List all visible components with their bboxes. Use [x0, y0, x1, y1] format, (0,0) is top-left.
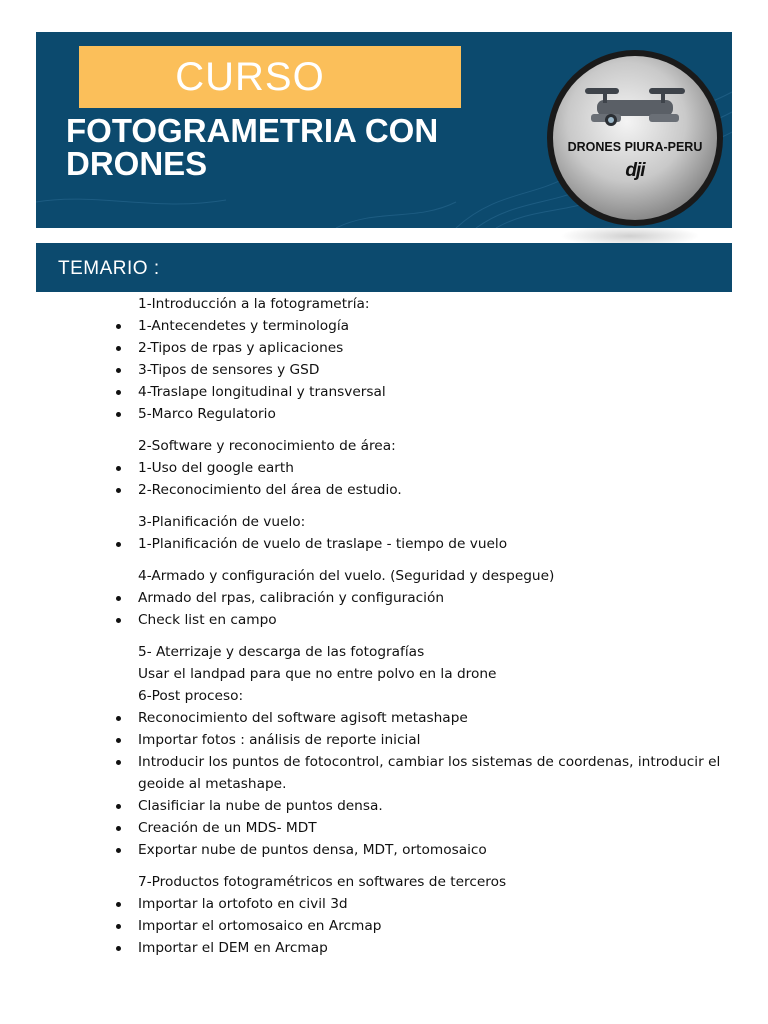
curso-badge: [79, 46, 461, 108]
list-item: [112, 359, 732, 381]
course-title-line1: FOTOGRAMETRIA CON: [66, 112, 439, 149]
list-item-text: Importar el DEM en Arcmap: [138, 940, 328, 956]
list-item: [112, 707, 732, 729]
list-item-text: Importar la ortofoto en civil 3d: [138, 896, 348, 912]
list-item-text: Importar el ortomosaico en Arcmap: [138, 918, 382, 934]
bullet-icon: [116, 346, 121, 351]
list-item-text: 1-Antecendetes y terminología: [138, 318, 350, 334]
list-item: [112, 839, 732, 861]
list-item: [112, 915, 732, 937]
bullet-icon: [116, 760, 121, 765]
list-item-text: 2-Tipos de rpas y aplicaciones: [138, 340, 344, 356]
list-item-text: Exportar nube de puntos densa, MDT, ortomosaico: [138, 842, 487, 858]
bullet-icon: [116, 848, 121, 853]
list-item-text: 5-Marco Regulatorio: [138, 406, 276, 422]
list-item: [112, 751, 732, 795]
temario-label: TEMARIO :: [58, 258, 160, 279]
bullet-icon: [116, 488, 121, 493]
course-title-line2: DRONES: [66, 145, 208, 182]
list-item: [112, 337, 732, 359]
list-item: [112, 403, 732, 425]
list-item-text: Clasificiar la nube de puntos densa.: [138, 798, 383, 814]
list-item-text: 2-Reconocimiento del área de estudio.: [138, 482, 402, 498]
section-title: 6-Post proceso:: [138, 688, 244, 704]
list-item: [112, 315, 732, 337]
temario-bar: [36, 243, 732, 292]
section-title: 5- Aterrizaje y descarga de las fotografías: [138, 644, 425, 660]
list-item-text: Importar fotos : análisis de reporte inicial: [138, 732, 421, 748]
bullet-icon: [116, 412, 121, 417]
list-item: [112, 457, 732, 479]
bullet-icon: [116, 390, 121, 395]
bullet-icon: [116, 618, 121, 623]
logo-circle-graphic: [545, 48, 725, 228]
list-item: [112, 937, 732, 959]
list-item-text: Introducir los puntos de fotocontrol, cambiar los sistemas de coordenas, introducir el geoide al metashape.: [138, 754, 721, 792]
section-title: 4-Armado y configuración del vuelo. (Seguridad y despegue): [138, 568, 555, 584]
list-item: [112, 729, 732, 751]
logo-name-text: DRONES PIURA-PERU: [567, 140, 703, 154]
list-item-text: 1-Planificación de vuelo de traslape - tiempo de vuelo: [138, 536, 508, 552]
curso-badge-text: CURSO: [175, 54, 325, 99]
bullet-icon: [116, 542, 121, 547]
bullet-icon: [116, 324, 121, 329]
bullet-icon: [116, 716, 121, 721]
bullet-icon: [116, 804, 121, 809]
list-item: [112, 381, 732, 403]
section-title: 2-Software y reconocimiento de área:: [138, 438, 396, 454]
list-item-text: 1-Uso del google earth: [138, 460, 294, 476]
list-item: [112, 795, 732, 817]
list-item-text: Reconocimiento del software agisoft metashape: [138, 710, 468, 726]
section-title: 1-Introducción a la fotogrametría:: [138, 296, 370, 312]
list-item: [112, 587, 732, 609]
list-item-text: 3-Tipos de sensores y GSD: [138, 362, 320, 378]
bullet-icon: [116, 946, 121, 951]
list-item: [112, 479, 732, 501]
list-item: [112, 533, 732, 555]
section-subtitle: Usar el landpad para que no entre polvo en la drone: [138, 666, 497, 682]
bullet-icon: [116, 738, 121, 743]
header-banner: [36, 32, 732, 228]
list-item: [112, 817, 732, 839]
dji-brand-mark: dji: [625, 160, 645, 181]
bullet-icon: [116, 466, 121, 471]
bullet-icon: [116, 368, 121, 373]
list-item: [112, 893, 732, 915]
list-item-text: Armado del rpas, calibración y configuración: [138, 590, 445, 606]
course-title: [66, 114, 536, 180]
bullet-icon: [116, 826, 121, 831]
bullet-icon: [116, 596, 121, 601]
section-title: 7-Productos fotogramétricos en softwares de terceros: [138, 874, 507, 890]
list-item-text: 4-Traslape longitudinal y transversal: [138, 384, 386, 400]
bullet-icon: [116, 902, 121, 907]
bullet-icon: [116, 924, 121, 929]
list-item: [112, 609, 732, 631]
list-item-text: Creación de un MDS- MDT: [138, 820, 317, 836]
syllabus-content: [112, 293, 732, 959]
drones-piura-logo: [545, 48, 725, 228]
list-item-text: Check list en campo: [138, 612, 277, 628]
section-title: 3-Planificación de vuelo:: [138, 514, 306, 530]
